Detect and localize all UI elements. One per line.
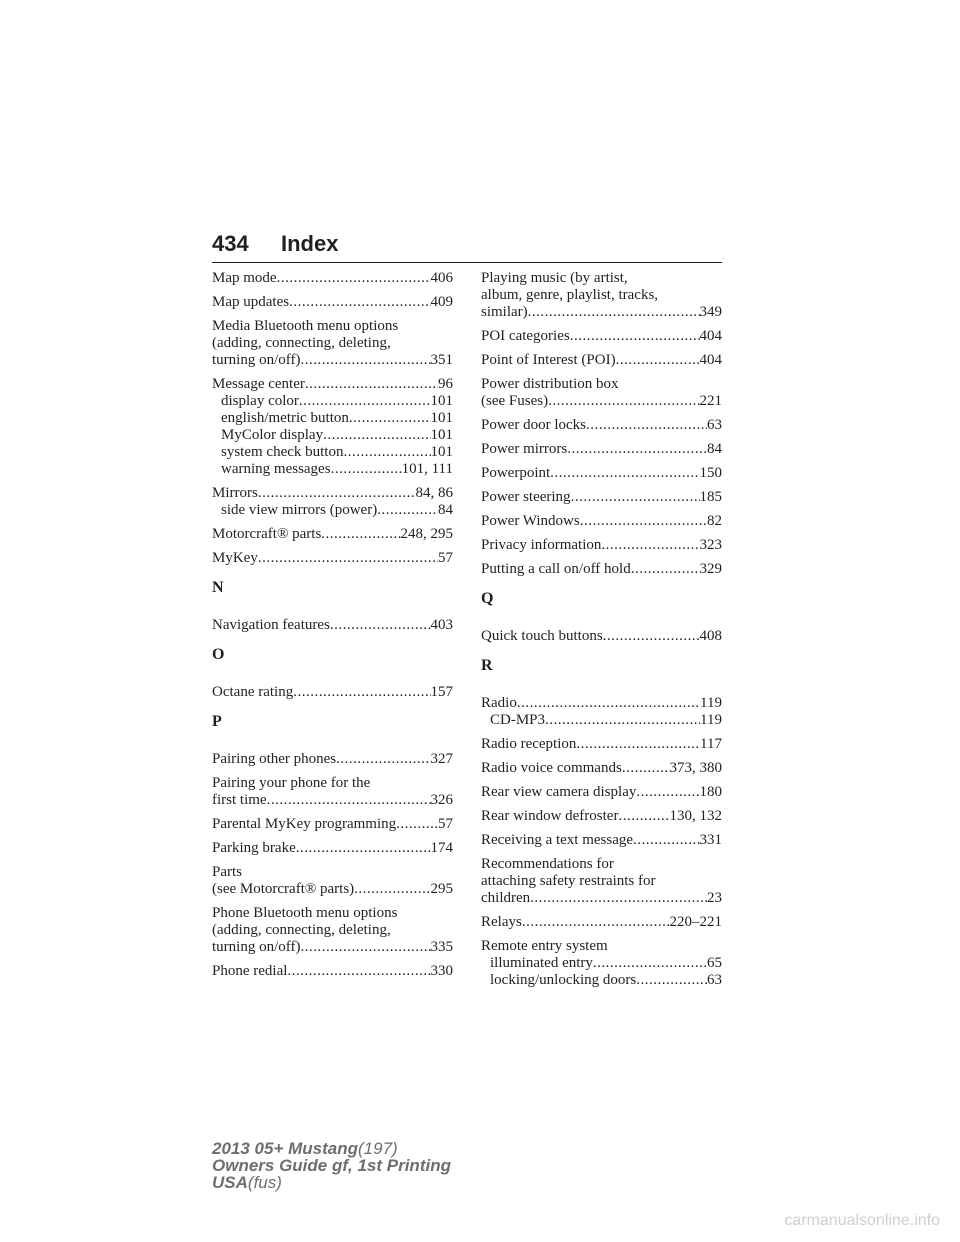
index-entry [481,914,722,931]
entry-term-line: Power distribution box [481,376,619,392]
index-entry [481,537,722,554]
subentry-term: CD-MP3 [490,712,546,728]
index-entry [481,760,722,777]
subentry-page: 119 [700,712,722,728]
entry-term: Pairing other phones [212,751,337,767]
index-entry [481,628,722,645]
index-entry [212,550,453,567]
entry-term: Octane rating [212,684,294,700]
entry-term: Quick touch buttons [481,628,603,644]
index-entry [481,832,722,849]
entry-page: 180 [699,784,722,800]
subentry-page: 101 [430,444,453,460]
subentry-page: 101 [430,427,453,443]
entry-term-line: Media Bluetooth menu options [212,318,399,334]
entry-page: 23 [707,890,722,906]
page-title: Index [281,231,339,256]
entry-term: POI categories [481,328,570,344]
entry-page: 326 [430,792,453,808]
index-entry [481,784,722,801]
entry-term-line: Remote entry system [481,938,608,954]
section-letter: R [481,657,493,674]
entry-term: MyKey [212,550,258,566]
entry-page: 220–221 [669,914,722,930]
entry-term: Power steering [481,489,571,505]
page-number: 434 [212,231,249,256]
watermark: carmanualsonline.info [784,1212,940,1229]
entry-term: Rear window defroster [481,808,619,824]
entry-term: Map mode [212,270,277,286]
entry-page: 404 [699,352,722,368]
entry-page: 96 [438,376,453,392]
index-entry [212,485,453,519]
entry-page: 349 [699,304,722,320]
entry-term: Power mirrors [481,441,568,457]
subentry-term: locking/unlocking doors [490,972,637,988]
entry-term: children [481,890,531,906]
index-entry [212,751,453,768]
index-entry [481,561,722,578]
subentry-term: illuminated entry [490,955,593,971]
entry-page: 63 [707,417,722,433]
entry-term: (see Fuses) [481,393,549,409]
entry-page: 119 [700,695,722,711]
entry-page: 406 [430,270,453,286]
entry-page: 84 [707,441,722,457]
subentry-page: 101 [430,410,453,426]
index-entry [212,318,453,369]
index-entry [481,417,722,434]
index-entry [212,864,453,898]
subentry-term: warning messages [221,461,331,477]
index-entry [481,736,722,753]
index-entry [481,328,722,345]
entry-term-line: Playing music (by artist, [481,270,628,286]
index-entry [481,352,722,369]
entry-term: Navigation features [212,617,330,633]
entry-page: 351 [430,352,453,368]
entry-term: (see Motorcraft® parts) [212,881,355,897]
index-entry [212,775,453,809]
subentry-term: system check button [221,444,344,460]
entry-page: 248, 295 [400,526,453,542]
subentry-page: 65 [707,955,722,971]
entry-term-line: album, genre, playlist, tracks, [481,287,659,303]
entry-page: 84, 86 [415,485,453,501]
entry-term: Map updates [212,294,290,310]
index-entry [212,963,453,980]
entry-page: 185 [699,489,722,505]
entry-term: Mirrors [212,485,258,501]
index-entry [481,441,722,458]
entry-page: 404 [699,328,722,344]
entry-page: 295 [430,881,453,897]
footer-model: 2013 05+ Mustang [212,1139,358,1158]
index-column-right [481,270,722,996]
subentry-term: MyColor display [221,427,324,443]
index-entry [212,684,453,701]
entry-term: Point of Interest (POI) [481,352,616,368]
entry-page: 403 [430,617,453,633]
footer-market-code: (fus) [247,1173,282,1192]
subentry-page: 63 [707,972,722,988]
entry-page: 150 [699,465,722,481]
entry-page: 174 [430,840,453,856]
index-entry [481,513,722,530]
entry-page: 157 [430,684,453,700]
entry-term: Parental MyKey programming [212,816,397,832]
section-letter: P [212,713,222,730]
section-letter: Q [481,590,494,607]
print-footer [212,1140,451,1191]
index-entry [212,840,453,857]
footer-model-code: (197) [358,1139,398,1158]
entry-term-line: attaching safety restraints for [481,873,656,889]
subentry-page: 101 [430,393,453,409]
entry-term: Relays [481,914,522,930]
entry-page: 331 [699,832,722,848]
entry-page: 329 [699,561,722,577]
entry-page: 327 [430,751,453,767]
index-entry [481,270,722,321]
section-letter: O [212,646,225,663]
entry-term: turning on/off) [212,939,301,955]
entry-page: 57 [438,816,453,832]
index-entry [212,816,453,833]
entry-term: Power door locks [481,417,586,433]
index-entry [212,376,453,478]
footer-edition: Owners Guide gf, 1st Printing [212,1156,451,1175]
entry-term: Message center [212,376,305,392]
entry-page: 130, 132 [669,808,722,824]
entry-page: 82 [707,513,722,529]
index-entry [481,695,722,729]
entry-term: Power Windows [481,513,580,529]
index-entry [481,856,722,907]
entry-term-line: (adding, connecting, deleting, [212,922,391,938]
entry-term-line: Recommendations for [481,856,614,872]
index-entry [481,808,722,825]
page-header [212,228,722,263]
index-entry [212,617,453,634]
subentry-term: english/metric button [221,410,349,426]
entry-term-line: (adding, connecting, deleting, [212,335,391,351]
index-entry [481,465,722,482]
entry-page: 409 [430,294,453,310]
subentry-term: display color [221,393,299,409]
entry-page: 117 [700,736,722,752]
entry-term: Privacy information [481,537,602,553]
index-entry [212,905,453,956]
index-entry [481,489,722,506]
entry-term-line: Phone Bluetooth menu options [212,905,398,921]
entry-term: Motorcraft® parts [212,526,322,542]
index-entry [481,938,722,989]
entry-page: 373, 380 [669,760,722,776]
entry-term: Powerpoint [481,465,551,481]
entry-term-line: Parts [212,864,242,880]
section-letter: N [212,579,224,596]
entry-term: Radio [481,695,517,711]
index-entry [212,270,453,287]
index-entry [212,526,453,543]
index-entry [481,376,722,410]
entry-page: 57 [438,550,453,566]
entry-page: 408 [699,628,722,644]
entry-term: Receiving a text message [481,832,634,848]
entry-term: Radio voice commands [481,760,622,776]
index-entry [212,294,453,311]
entry-term: Putting a call on/off hold [481,561,631,577]
entry-term: Radio reception [481,736,577,752]
entry-page: 323 [699,537,722,553]
entry-term: Rear view camera display [481,784,637,800]
entry-term: Phone redial [212,963,288,979]
entry-term: turning on/off) [212,352,301,368]
subentry-term: side view mirrors (power) [221,502,378,518]
entry-term: similar) [481,304,528,320]
subentry-page: 84 [438,502,453,518]
entry-term-line: Pairing your phone for the [212,775,371,791]
entry-term: Parking brake [212,840,296,856]
entry-page: 335 [430,939,453,955]
footer-market: USA [212,1173,248,1192]
entry-page: 330 [430,963,453,979]
subentry-page: 101, 111 [401,461,453,477]
entry-term: first time [212,792,267,808]
entry-page: 221 [699,393,722,409]
index-column-left [212,270,453,987]
